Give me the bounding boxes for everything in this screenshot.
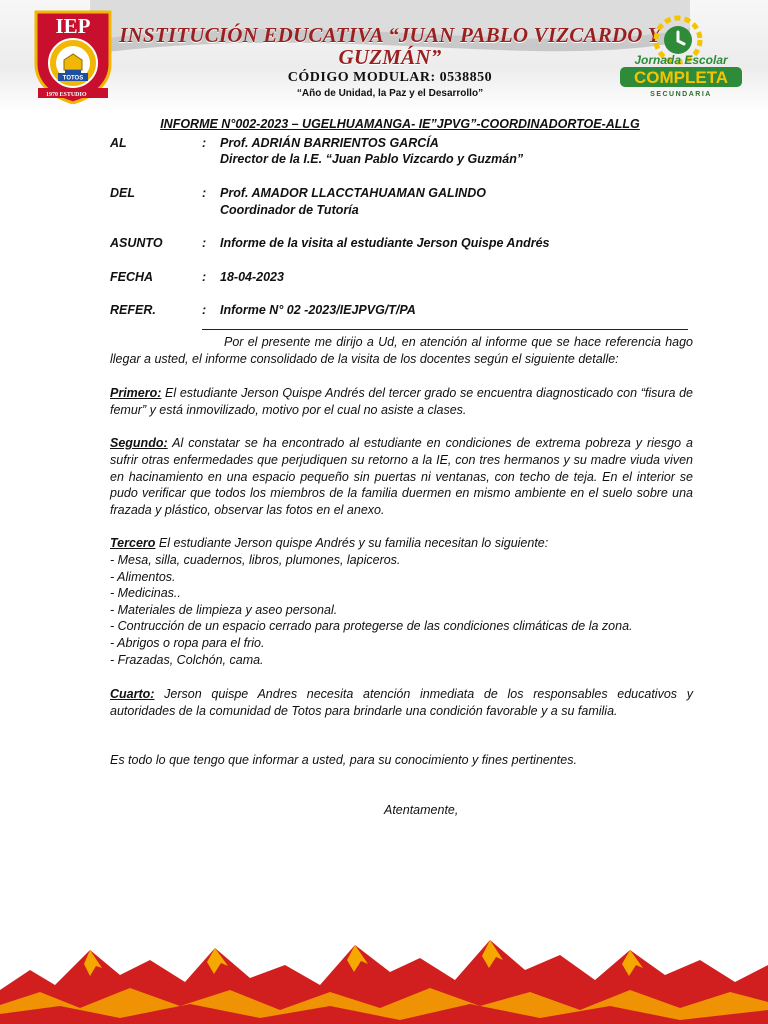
informe-title: INFORME N°002-2023 – UGELHUAMANGA- IE”JPVG”-COORDINADORTOE-ALLG xyxy=(160,117,640,131)
tercero-paragraph xyxy=(110,535,693,552)
mountains-decoration xyxy=(0,930,768,1024)
cuarto-label: Cuarto: xyxy=(110,687,155,701)
field-value: Informe de la visita al estudiante Jerson Quispe Andrés xyxy=(220,236,550,250)
tercero-text: El estudiante Jerson quispe Andrés y su familia necesitan lo siguiente: xyxy=(155,536,549,550)
list-item: - Abrigos o ropa para el frio. xyxy=(110,635,265,650)
segundo-text: Al constatar se ha encontrado al estudiante en condiciones de extrema pobreza y riesgo a sufrir otras enfermedades que perjudiquen su retorno a la IE, con tres hermanos y su madre viuda viven en hacinamiento en una espacio pequeño sin puertas ni ventanas, con techo de teja. En el interior se pudo verificar que todos los miembros de la familia duermen en mismo ambiente en el suelo sobre una frazada y plástico, observar las fotos en el anexo. xyxy=(110,436,693,518)
field-value: Coordinador de Tutoría xyxy=(220,203,359,217)
codigo-modular: CÓDIGO MODULAR: 0538850 xyxy=(287,70,493,85)
jornada-line2: COMPLETA xyxy=(633,68,729,87)
crest-year: 1970 xyxy=(46,92,58,98)
list-item: - Medicinas.. xyxy=(110,586,181,601)
signoff: Atentamente, xyxy=(384,803,459,817)
jornada-line3: SECUNDARIA xyxy=(650,91,712,98)
primero-paragraph xyxy=(110,385,693,419)
list-item: - Frazadas, Colchón, cama. xyxy=(110,652,264,667)
separator-line xyxy=(202,329,688,330)
document-page: IEP TOTOS 1970 ESTUDIO INSTITUCIÓN EDUCATIVA “JUAN PABLO VIZCARDO Y GUZMÁN” CÓDIGO MODULAR: 0538850 “Año de Unidad, la Paz y el Desarrollo” Jornada Escolar COMPLETA SECUNDARIA INFORME N°002-2023 – UGELHUAMANGA- IE”JPVG”-COORDINADORTOE-ALLG AL : Prof. ADRIÁN BARRIENTOS GARCÍA Director de la I.E. “Juan Pablo Vizcardo y Guzmán” DEL : Prof. AMADOR LLACCTAHUAMAN GALINDO Coordinador de Tutoría ASUNTO : Informe de la visita al estudiante Jerson Quispe Andrés FECHA : 18-04-2023 REFER. : Informe N° 02 -2023/IEJPVG/T/PA Por el presente me dirijo a Ud, en atención al informe que se hace referencia hago llegar a usted, el informe consolidado de la visita de los docentes según el siguiente detalle: Primero: El estudiante Jerson Quispe Andrés del tercer grado se encuentra diagnosticado con “fisura de femur” y está inmovilizado, motivo por el cual no asiste a clases. Segundo: Al constatar se ha encontrado al estudiante en condiciones de extrema pobreza y riesgo a sufrir otras enfermedades que perjudiquen su retorno a la IE, con tres hermanos y su madre viuda viven en hacinamiento en una espacio pequeño sin puertas ni ventanas, con techo de teja. En el interior se pudo verificar que todos los miembros de la familia duermen en mismo ambiente en el suelo sobre una frazada y plástico, observar las fotos en el anexo. Tercero El estudiante Jerson quispe Andrés y su familia necesitan lo siguiente: - Mesa, silla, cuadernos, libros, plumones, lapiceros. - Alimentos. - Medicinas.. - Materiales de limpieza y aseo personal. - Contrucción de un espacio cerrado para protegerse de las condiciones climáticas de la zona. - Abrigos o ropa para el frio. - Frazadas, Colchón, cama. Cuarto: Jerson quispe Andres necesita atención inmediata de los responsables educativos y autoridades de la comunidad de Totos para brindarle una condición favorable y a su familia. Es todo lo que tengo que informar a usted, para su conocimiento y fines pertinentes. Atentamente, xyxy=(0,0,768,1024)
tercero-label: Tercero xyxy=(110,536,156,550)
field-label: REFER. xyxy=(110,303,156,317)
field-value: Prof. AMADOR LLACCTAHUAMAN GALINDO xyxy=(220,186,486,200)
crest-initials: IEP xyxy=(55,14,91,38)
jornada-escolar-logo xyxy=(616,10,746,98)
year-motto: “Año de Unidad, la Paz y el Desarrollo” xyxy=(296,88,484,99)
list-item: - Mesa, silla, cuadernos, libros, plumones, lapiceros. xyxy=(110,553,401,567)
primero-text: El estudiante Jerson Quispe Andrés del tercer grado se encuentra diagnosticado con “fisura de femur” y está inmovilizado, motivo por el cual no asiste a clases. xyxy=(110,386,693,417)
cuarto-paragraph xyxy=(110,686,693,720)
field-value: Director de la I.E. “Juan Pablo Vizcardo y Guzmán” xyxy=(220,152,524,166)
field-label: ASUNTO xyxy=(110,236,163,250)
field-label: AL xyxy=(110,136,127,150)
field-value: Informe N° 02 -2023/IEJPVG/T/PA xyxy=(220,303,416,317)
school-crest-logo xyxy=(30,8,116,104)
needs-list xyxy=(110,552,693,668)
list-item: - Materiales de limpieza y aseo personal. xyxy=(110,602,338,617)
field-value: Prof. ADRIÁN BARRIENTOS GARCÍA xyxy=(220,136,439,150)
field-label: DEL xyxy=(110,186,135,200)
crest-place: TOTOS xyxy=(62,75,84,82)
list-item: - Alimentos. xyxy=(110,569,176,584)
primero-label: Primero: xyxy=(110,386,162,400)
intro-paragraph: Por el presente me dirijo a Ud, en atención al informe que se hace referencia hago llegar a usted, el informe consolidado de la visita de los docentes según el siguiente detalle: xyxy=(110,335,693,366)
jornada-line1: Jornada Escolar xyxy=(634,53,728,67)
segundo-label: Segundo: xyxy=(110,436,168,450)
crest-motto: ESTUDIO xyxy=(59,92,87,98)
segundo-paragraph xyxy=(110,435,693,519)
field-value: 18-04-2023 xyxy=(220,270,284,284)
institution-name: INSTITUCIÓN EDUCATIVA “JUAN PABLO VIZCARDO Y GUZMÁN” xyxy=(119,23,661,69)
cuarto-text: Jerson quispe Andres necesita atención inmediata de los responsables educativos y autoridades de la comunidad de Totos para brindarle una condición favorable y a su familia. xyxy=(110,687,693,718)
list-item: - Contrucción de un espacio cerrado para protegerse de las condiciones climáticas de la zona. xyxy=(110,619,633,634)
closing-paragraph: Es todo lo que tengo que informar a usted, para su conocimiento y fines pertinentes. xyxy=(110,753,577,767)
field-label: FECHA xyxy=(110,270,154,284)
